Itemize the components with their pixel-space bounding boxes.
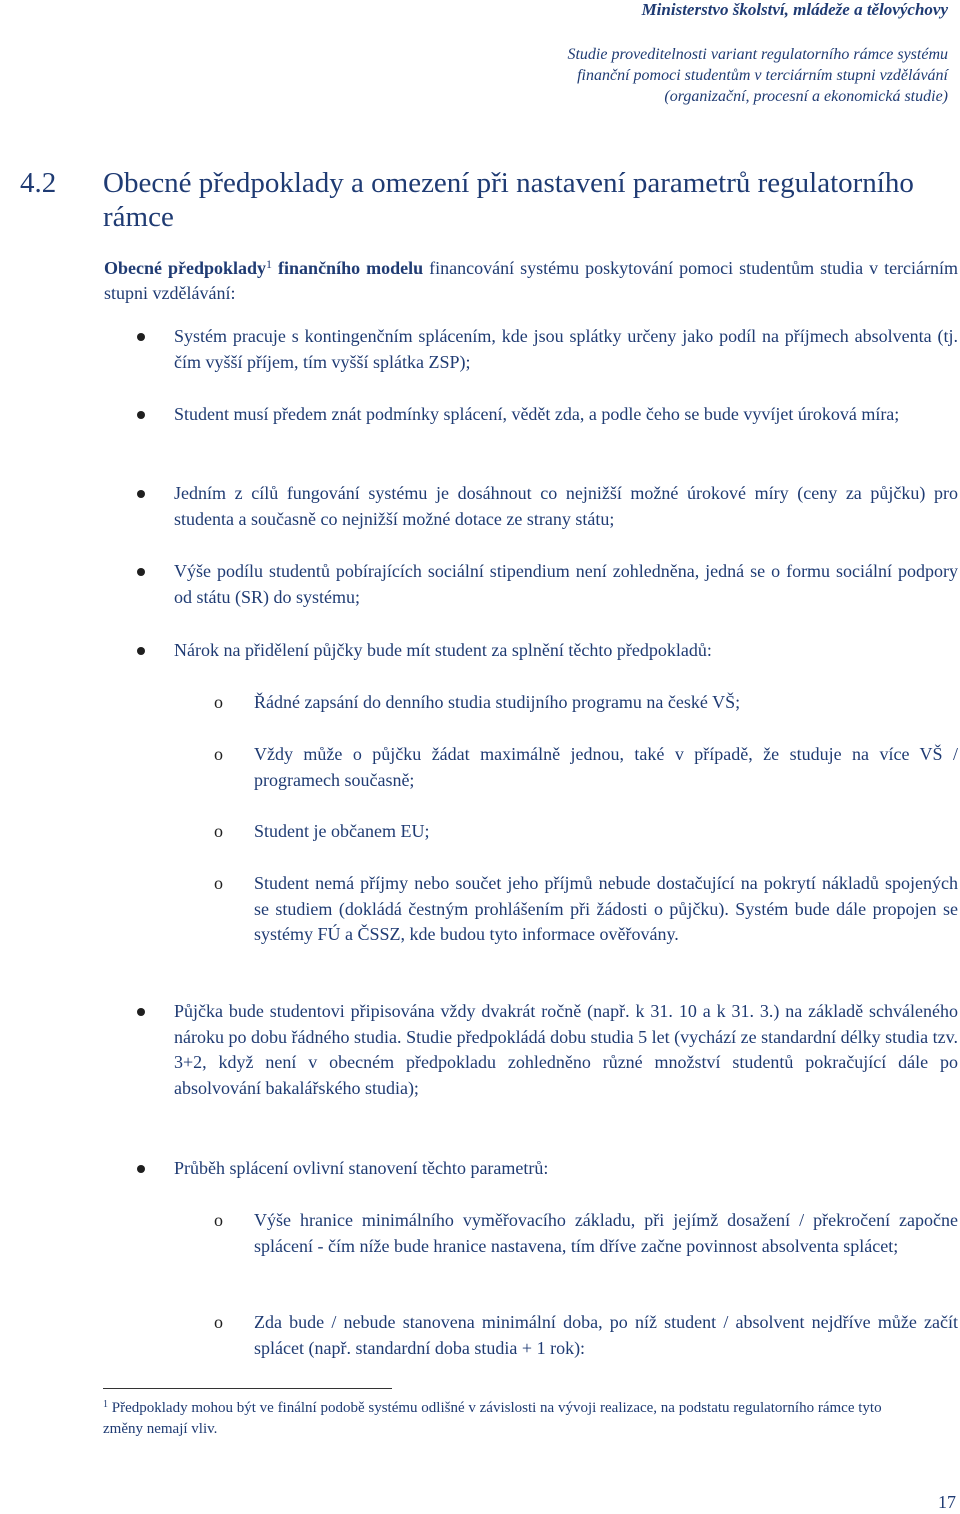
footnote xyxy=(103,1398,903,1440)
sub-list-item: Student nemá příjmy nebo součet jeho příjmů nebude dostačující na pokrytí nákladů spojených se studiem (dokládá čestným prohlášením při žádosti o půjčku). Systém bude dále propojen se systémy FÚ a ČSSZ, kde budou tyto informace ověřovány. xyxy=(254,873,958,944)
section-title: Obecné předpoklady a omezení při nastavení parametrů regulatorního rámce xyxy=(103,167,914,233)
list-item: Půjčka bude studentovi připisována vždy dvakrát ročně (např. k 31. 10 a k 31. 3.) na základě schváleného nároku po dobu řádného studia. Studie předpokládá dobu studia 5 let (vychází ze standardní délky studia tzv. 3+2, když není v obecném předpokladu zohledněno různé množství studentů pokračující dále po absolvování bakalářského studia); xyxy=(174,1001,958,1098)
bullet-icon xyxy=(137,568,145,576)
list-item: Výše podílu studentů pobírajících sociální stipendium není zohledněna, jedná se o formu sociální podpory od státu (SR) do systému; xyxy=(174,561,958,607)
sub-list-item: Zda bude / nebude stanovena minimální doba, po níž student / absolvent nejdříve může začít splácet (např. standardní doba studia + 1 rok): xyxy=(254,1312,958,1358)
bullet-icon xyxy=(137,647,145,655)
list-item: Student musí předem znát podmínky splácení, vědět zda, a podle čeho se bude vyvíjet úroková míra; xyxy=(174,404,900,424)
study-title-line-2: finanční pomoci studentům v terciárním stupni vzdělávání xyxy=(577,67,948,84)
sub-list-item: Výše hranice minimálního vyměřovacího základu, při jejímž dosažení / překročení započne splácení - čím níže bude hranice nastavena, tím dříve začne povinnost absolventa splácet; xyxy=(254,1210,958,1256)
footnote-number: 1 xyxy=(103,1399,108,1410)
circle-bullet-icon: o xyxy=(214,1210,223,1230)
list-item: Nárok na přidělení půjčky bude mít student za splnění těchto předpokladů: xyxy=(174,640,712,660)
study-title-line-3: (organizační, procesní a ekonomická studie) xyxy=(664,88,948,105)
footnote-divider xyxy=(103,1388,392,1389)
intro-rest: financování systému poskytování pomoci studentům studia v terciárním stupni vzdělávání: xyxy=(104,258,959,303)
bullet-icon xyxy=(137,1008,145,1016)
page-number: 17 xyxy=(938,1492,956,1512)
circle-bullet-icon: o xyxy=(214,692,223,712)
sub-list-item: Řádné zapsání do denního studia studijního programu na české VŠ; xyxy=(254,692,741,712)
page-header xyxy=(567,0,948,107)
list-item: Jedním z cílů fungování systému je dosáhnout co nejnižší možné úrokové míry (ceny za půjčku) pro studenta a současně co nejnižší možné dotace ze strany státu; xyxy=(174,483,958,529)
sub-list-item: Student je občanem EU; xyxy=(254,821,430,841)
section-number: 4.2 xyxy=(20,167,57,199)
list-item: Systém pracuje s kontingenčním splácením, kde jsou splátky určeny jako podíl na příjmech absolventa (tj. čím vyšší příjem, tím vyšší splátka ZSP); xyxy=(174,326,958,372)
circle-bullet-icon: o xyxy=(214,821,223,841)
sub-list-item: Vždy může o půjčku žádat maximálně jednou, také v případě, že studuje na více VŠ / programech současně; xyxy=(254,744,958,790)
study-title xyxy=(567,44,948,107)
circle-bullet-icon: o xyxy=(214,744,223,764)
footnote-ref[interactable]: 1 xyxy=(266,257,273,271)
study-title-line-1: Studie proveditelnosti variant regulatorního rámce systému xyxy=(567,46,948,63)
list-item: Průběh splácení ovlivní stanovení těchto parametrů: xyxy=(174,1158,549,1178)
section-heading xyxy=(20,166,950,234)
intro-paragraph xyxy=(104,256,958,306)
bullet-icon xyxy=(137,333,145,341)
bullet-icon xyxy=(137,1165,145,1173)
ministry-name: Ministerstvo školství, mládeže a tělovýchovy xyxy=(641,0,948,19)
footnote-text: Předpoklady mohou být ve finální podobě systému odlišné v závislosti na vývoji realizace, na podstatu regulatorního rámce tyto změny nemají vliv. xyxy=(103,1400,882,1437)
bullet-icon xyxy=(137,490,145,498)
circle-bullet-icon: o xyxy=(214,1312,223,1332)
bullet-icon xyxy=(137,411,145,419)
circle-bullet-icon: o xyxy=(214,873,223,893)
intro-bold-1: Obecné předpoklady xyxy=(104,258,267,278)
intro-bold-2: finančního modelu xyxy=(278,258,424,278)
